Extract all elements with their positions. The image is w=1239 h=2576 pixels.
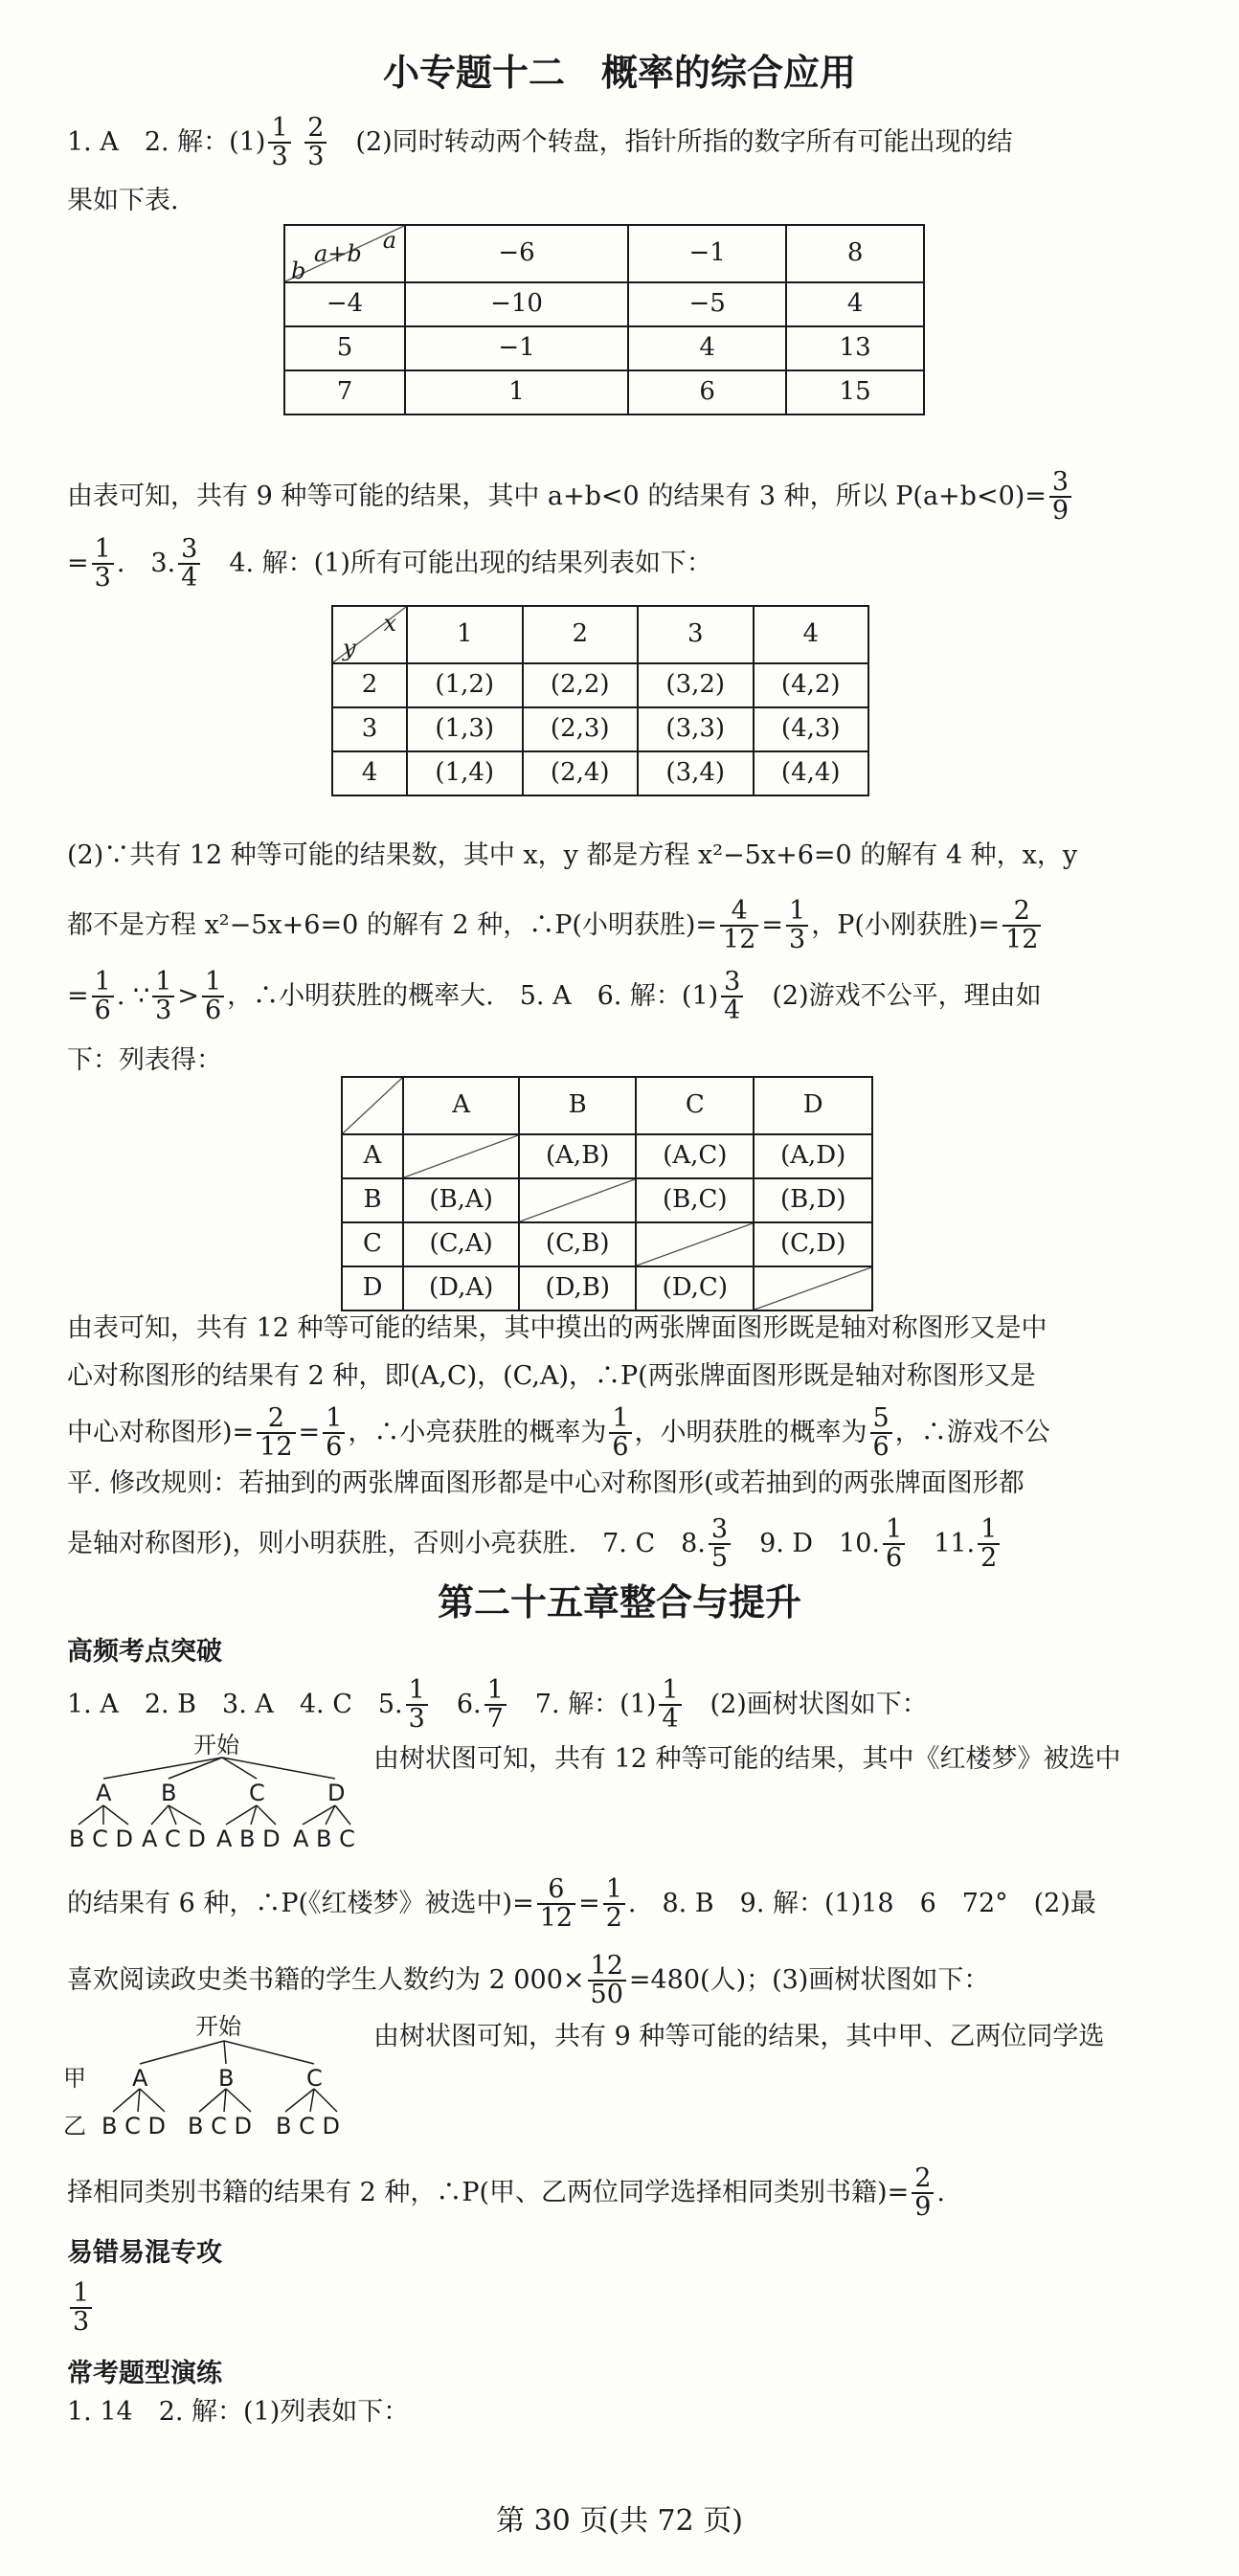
chapter-title: 第二十五章整合与提升 xyxy=(437,1581,801,1624)
table-corner xyxy=(342,1077,403,1134)
answer-line: = $\frac{1}{6}$ . ∵ $\frac{1}{3}$ > $\frac{1}{6}$ ，∴小明获胜的概率大. 5. A 6. 解：(1) $\frac{3}{4}$ (2)游戏不公平，理由如 xyxy=(67,967,1042,1026)
tree-leaves: A B D xyxy=(216,1826,281,1852)
tree-node: C xyxy=(249,1780,265,1806)
answer-line: 由树状图可知，共有 9 种等可能的结果，其中甲、乙两位同学选 xyxy=(373,2022,1105,2051)
subsection-title: 高频考点突破 xyxy=(67,1637,222,1667)
answer-line: 果如下表. xyxy=(67,186,179,215)
answer-line: (2)∵共有 12 种等可能的结果数，其中 x，y 都是方程 x²−5x+6=0 的解有 4 种，x，y xyxy=(67,840,1078,870)
tree-node: A xyxy=(96,1780,112,1806)
tree-root: 开始 xyxy=(195,2013,241,2040)
answer-line: 下：列表得： xyxy=(67,1045,222,1075)
card-table: A B C D A (A,B) (A,C) (A,D) B (B,A) (B,C) (B,D) C (C,A) (C,B) (C,D) D (D,A) (D,B) (D,C) xyxy=(341,1076,873,1311)
tree-level-label: 乙 xyxy=(63,2113,86,2139)
tree-leaves: B C D xyxy=(276,2113,340,2139)
tree-level-label: 甲 xyxy=(63,2065,86,2092)
tree-node: B xyxy=(218,2065,235,2092)
sum-table: a a+b b −6 −1 8 −4 −10 −5 4 5 −1 4 13 7 1 6 15 xyxy=(283,224,925,415)
tree-leaves: B C D xyxy=(188,2113,252,2139)
answer-line: 由树状图可知，共有 12 种等可能的结果，其中《红楼梦》被选中 xyxy=(373,1744,1121,1774)
subsection-title: 常考题型演练 xyxy=(67,2359,222,2388)
tree-diagram-2 xyxy=(63,2012,370,2146)
answer-line: 由表可知，共有 9 种等可能的结果，其中 a+b<0 的结果有 3 种，所以 P(a+b<0)= $\frac{3}{9}$ xyxy=(67,469,1074,526)
answer-line: 的结果有 6 种，∴P(《红楼梦》被选中)= $\frac{6}{12}$ = $\frac{1}{2}$ . 8. B 9. 解：(1)18 6 72° (2)最 xyxy=(67,1874,1096,1934)
table-corner: a a+b b xyxy=(284,225,405,282)
xy-table: x y 1 2 3 4 2 (1,2) (2,2) (3,2) (4,2) 3 (1,3) (2,3) (3,3) (4,3) 4 (1,4) (2,4) (3,4) (4,4) xyxy=(331,605,869,796)
tree-diagram xyxy=(63,1731,370,1855)
section-title: 小专题十二 概率的综合应用 xyxy=(382,52,856,94)
answer-line: 1. A 2. B 3. A 4. C 5. $\frac{1}{3}$ 6. $\frac{1}{7}$ 7. 解：(1) $\frac{1}{4}$ (2)画树状图如下： xyxy=(67,1675,928,1735)
answer-line: 都不是方程 x²−5x+6=0 的解有 2 种，∴P(小明获胜)= $\frac{4}{12}$ = $\frac{1}{3}$ ，P(小刚获胜)= $\frac{2}{12}$ xyxy=(67,898,1044,954)
tree-node: C xyxy=(306,2065,323,2092)
tree-leaves: A C D xyxy=(142,1826,206,1852)
answer-line: 喜欢阅读政史类书籍的学生人数约为 2 000× $\frac{12}{50}$ =480(人)；(3)画树状图如下： xyxy=(67,1951,990,2010)
tree-leaves: B C D xyxy=(69,1826,133,1852)
answer-line: 是轴对称图形)，则小明获胜，否则小亮获胜. 7. C 8. $\frac{3}{5}$ 9. D 10. $\frac{1}{6}$ 11. $\frac{1}{2}$ xyxy=(67,1516,1002,1573)
answer-line: 由表可知，共有 12 种等可能的结果，其中摸出的两张牌面图形既是轴对称图形又是中 xyxy=(67,1313,1048,1343)
answer-line: = $\frac{1}{3}$ . 3. $\frac{3}{4}$ 4. 解：(1)所有可能出现的结果列表如下： xyxy=(67,534,712,594)
tree-node: B xyxy=(161,1780,177,1806)
tree-node: D xyxy=(327,1780,346,1806)
tree-leaves: B C D xyxy=(101,2113,166,2139)
answer-line: 择相同类别书籍的结果有 2 种，∴P(甲、乙两位同学选择相同类别书籍)= $\frac{2}{9}$ . xyxy=(67,2163,945,2223)
answer-line: 平. 修改规则：若抽到的两张牌面图形都是中心对称图形(或若抽到的两张牌面图形都 xyxy=(67,1468,1025,1498)
tree-node: A xyxy=(132,2065,148,2092)
tree-root: 开始 xyxy=(193,1732,239,1758)
answer-line: 中心对称图形)= $\frac{2}{12}$ = $\frac{1}{6}$ ，∴小亮获胜的概率为 $\frac{1}{6}$ ，小明获胜的概率为 $\frac{5}{6}$ ，∴游戏不公 xyxy=(67,1403,1050,1463)
answer-line: $\frac{1}{3}$ xyxy=(67,2280,95,2337)
answer-line: 心对称图形的结果有 2 种，即(A,C)，(C,A)，∴P(两张牌面图形既是轴对称图形又是 xyxy=(67,1361,1036,1391)
answer-line: 1. A 2. 解：(1) $\frac{1}{3}$ $\frac{2}{3}$ (2)同时转动两个转盘，指针所指的数字所有可能出现的结 xyxy=(67,113,1013,172)
subsection-title: 易错易混专攻 xyxy=(67,2238,222,2268)
table-corner: x y xyxy=(332,606,407,663)
page-footer: 第 30 页(共 72 页) xyxy=(496,2504,743,2538)
tree-leaves: A B C xyxy=(293,1826,355,1852)
answer-line: 1. 14 2. 解：(1)列表如下： xyxy=(67,2397,410,2427)
